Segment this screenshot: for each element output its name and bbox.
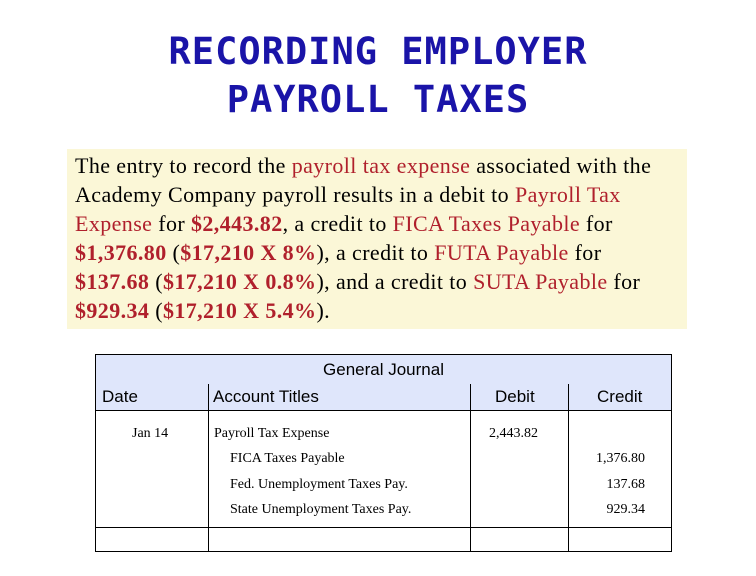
desc-amount: $1,376.80: [75, 240, 167, 265]
desc-highlight: FICA Taxes Payable: [392, 211, 581, 236]
page-title: [0, 28, 756, 124]
desc-text: associated with the Academy Company payroll results in a debit to: [75, 153, 652, 207]
desc-text: ), and a credit to: [316, 269, 474, 294]
desc-highlight: FUTA Payable: [434, 240, 569, 265]
title-line-2: PAYROLL TAXES: [226, 78, 530, 121]
header-date: Date: [102, 387, 138, 406]
desc-text: (: [166, 240, 181, 265]
description-box: [67, 149, 687, 329]
desc-text: for: [607, 269, 641, 294]
general-journal-table: [95, 354, 672, 552]
desc-highlight: SUTA Payable: [473, 269, 608, 294]
row-credit: 137.68: [606, 477, 645, 492]
row-account: Payroll Tax Expense: [214, 426, 330, 441]
desc-amount: $2,443.82: [191, 211, 283, 236]
desc-text: , a credit to: [282, 211, 393, 236]
header-debit: Debit: [495, 387, 535, 406]
header-account-titles: Account Titles: [213, 387, 319, 406]
column-divider: [208, 384, 209, 551]
row-debit: 2,443.82: [489, 426, 538, 441]
desc-highlight: Payroll Tax Expense: [75, 182, 621, 236]
desc-text: for: [580, 211, 613, 236]
desc-amount: $137.68: [75, 269, 150, 294]
column-divider: [470, 384, 471, 551]
row-credit: 929.34: [606, 502, 645, 517]
row-account: State Unemployment Taxes Pay.: [230, 502, 412, 517]
desc-text: (: [149, 269, 163, 294]
journal-title: General Journal: [96, 355, 671, 385]
desc-text: for: [568, 240, 602, 265]
row-divider: [96, 527, 671, 528]
desc-formula: $17,210 X 0.8%: [162, 269, 317, 294]
column-divider: [568, 384, 569, 551]
desc-text: for: [152, 211, 191, 236]
title-line-1: RECORDING EMPLOYER: [168, 30, 588, 73]
desc-text: (: [149, 298, 163, 323]
journal-header-row: [96, 384, 671, 411]
header-credit: Credit: [597, 387, 643, 406]
desc-formula: $17,210 X 8%: [180, 240, 317, 265]
row-credit: 1,376.80: [596, 451, 645, 466]
desc-text: The entry to record the: [75, 153, 292, 178]
desc-highlight: payroll tax expense: [291, 153, 471, 178]
desc-formula: $17,210 X 5.4%: [162, 298, 317, 323]
desc-amount: $929.34: [75, 298, 150, 323]
row-date: Jan 14: [132, 426, 169, 441]
row-account: FICA Taxes Payable: [230, 451, 345, 466]
row-account: Fed. Unemployment Taxes Pay.: [230, 477, 408, 492]
desc-text: ).: [316, 298, 331, 323]
desc-text: ), a credit to: [316, 240, 435, 265]
